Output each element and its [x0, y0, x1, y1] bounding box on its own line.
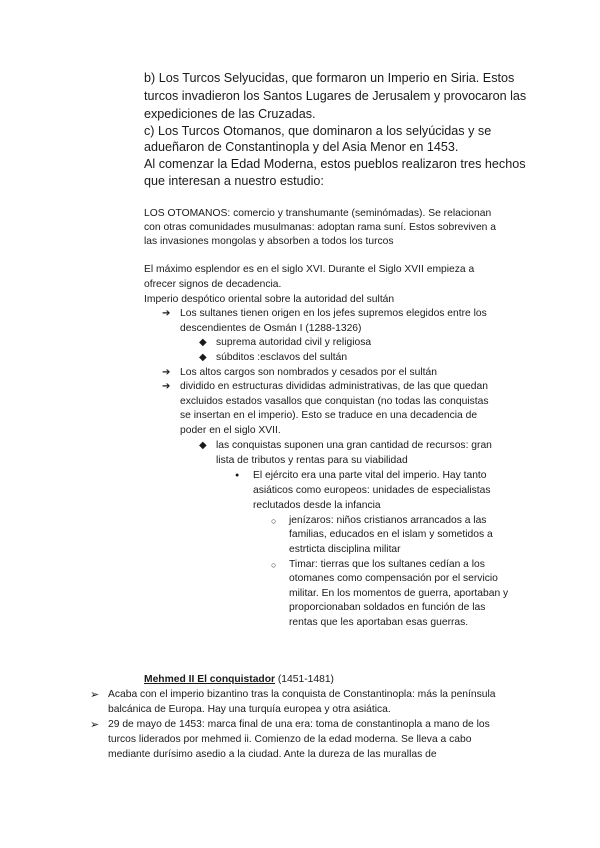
list-item: estrticta disciplina militar: [289, 544, 401, 555]
circle-bullet-icon: ○: [271, 560, 277, 570]
section-heading: [144, 673, 334, 688]
intro-line: Al comenzar la Edad Moderna, estos pueblos realizaron tres hechos: [144, 157, 526, 171]
otomanos-line: LOS OTOMANOS: comercio y transhumante (seminómadas). Se relacionan: [144, 208, 492, 219]
list-item: dividido en estructuras divididas administrativas, de las que quedan: [180, 381, 488, 392]
otomanos-line: las invasiones mongolas y absorben a todos los turcos: [144, 236, 394, 247]
list-item: otomanes como compensación por el servicio: [289, 573, 498, 584]
circle-bullet-icon: ○: [271, 516, 277, 526]
list-item: lista de tributos y rentas para su viabilidad: [216, 455, 408, 466]
list-item: familias, educados en el islam y sometidos a: [289, 529, 493, 540]
list-item: asiáticos como europeos: unidades de especialistas: [253, 485, 491, 496]
list-item: proporcionaban soldados en función de las: [289, 602, 486, 613]
esplendor-line: Imperio despótico oriental sobre la autoridad del sultán: [144, 294, 395, 305]
list-item: jenízaros: niños cristianos arrancados a las: [289, 515, 487, 526]
list-item: se insertan en el imperio). Esto se traduce en una decadencia de: [180, 410, 478, 421]
list-item: Acaba con el imperio bizantino tras la conquista de Constantinopla: más la península: [108, 689, 496, 700]
chevron-bullet-icon: ➢: [90, 689, 100, 701]
intro-line: c) Los Turcos Otomanos, que dominaron a los selyúcidas y se: [144, 124, 492, 138]
list-item: las conquistas suponen una gran cantidad de recursos: gran: [216, 440, 492, 451]
section-title: Mehmed II El conquistador: [144, 674, 276, 685]
dot-bullet-icon: ●: [235, 472, 240, 479]
list-item: suprema autoridad civil y religiosa: [216, 337, 372, 348]
section-dates: (1451-1481): [275, 674, 334, 685]
chevron-bullet-icon: ➢: [90, 719, 100, 731]
list-item: turcos liderados por mehmed ii. Comienzo de la edad moderna. Se lleva a cabo: [108, 734, 472, 745]
list-item: El ejército era una parte vital del imperio. Hay tanto: [253, 470, 487, 481]
arrow-bullet-icon: ➔: [162, 381, 171, 392]
esplendor-line: El máximo esplendor es en el siglo XVI. Durante el Siglo XVII empieza a: [144, 264, 475, 275]
list-item: excluidos estados vasallos que conquistan (no todas las conquistas: [180, 396, 489, 407]
intro-line: expediciones de las Cruzadas.: [144, 107, 316, 121]
intro-line: adueñaron de Constantinopla y del Asia Menor en 1453.: [144, 140, 459, 154]
intro-line: b) Los Turcos Selyucidas, que formaron un Imperio en Siria. Estos: [144, 71, 515, 85]
otomanos-line: con otras comunidades musulmanas: adoptan rama suní. Estos sobreviven a: [144, 222, 496, 233]
esplendor-line: ofrecer signos de decadencia.: [144, 279, 282, 290]
list-item: descendientes de Osmán I (1288-1326): [180, 323, 362, 334]
arrow-bullet-icon: ➔: [162, 367, 171, 378]
list-item: súbditos :esclavos del sultán: [216, 352, 348, 363]
list-item: 29 de mayo de 1453: marca final de una era: toma de constantinopla a mano de los: [108, 719, 490, 730]
arrow-bullet-icon: ➔: [162, 308, 171, 319]
list-item: rentas que les aportaban esas guerras.: [289, 617, 469, 628]
list-item: Los sultanes tienen origen en los jefes supremos elegidos entre los: [180, 308, 487, 319]
list-item: Timar: tierras que los sultanes cedían a los: [289, 559, 485, 570]
diamond-bullet-icon: ◆: [199, 337, 207, 348]
list-item: reclutados desde la infancia: [253, 500, 381, 511]
list-item: balcánica de Europa. Hay una turquía europea y otra asiática.: [108, 704, 391, 715]
intro-line: turcos invadieron los Santos Lugares de Jerusalem y provocaron las: [144, 89, 527, 103]
list-item: Los altos cargos son nombrados y cesados por el sultán: [180, 367, 437, 378]
diamond-bullet-icon: ◆: [199, 440, 207, 451]
list-item: poder en el siglo XVII.: [180, 425, 281, 436]
diamond-bullet-icon: ◆: [199, 352, 207, 363]
list-item: militar. En los momentos de guerra, aportaban y: [289, 588, 509, 599]
intro-line: que interesan a nuestro estudio:: [144, 174, 324, 188]
list-item: mediante durísimo asedio a la ciudad. Ante la dureza de las murallas de: [108, 749, 437, 760]
